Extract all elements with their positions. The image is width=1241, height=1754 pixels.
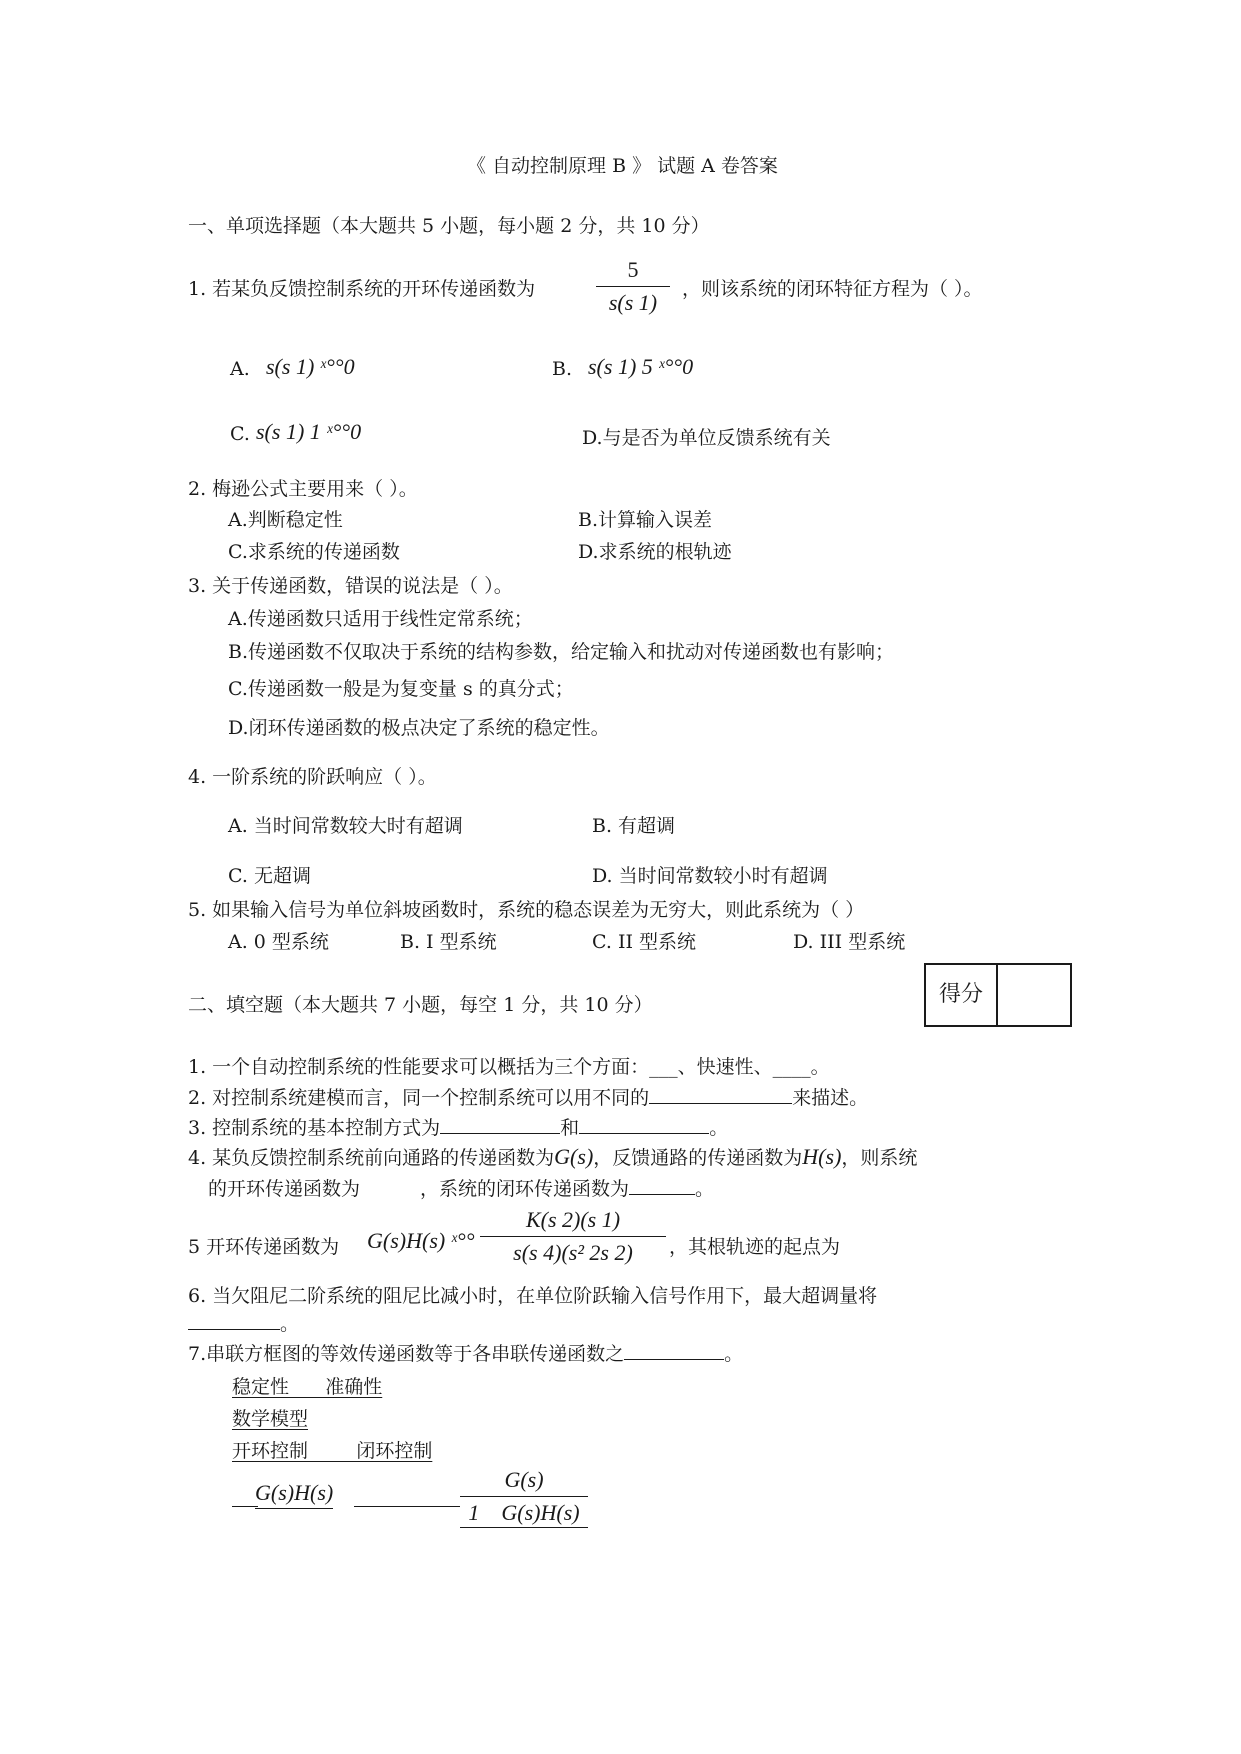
fill-q6-line2: [188, 1309, 299, 1336]
q1-option-b-math: s(s 1) 5 ˣ°°0: [588, 354, 694, 379]
q2-option-b: B.计算输入误差: [578, 509, 713, 531]
q1-option-c-math: s(s 1) 1 ˣ°°0: [256, 419, 362, 444]
fill-q4-line2-a: 的开环传递函数为: [208, 1178, 361, 1200]
answer-closed-loop-numerator: G(s): [504, 1467, 544, 1492]
q5-option-a: A. 0 型系统: [228, 931, 329, 953]
q5-stem: 5. 如果输入信号为单位斜坡函数时，系统的稳态误差为无穷大，则此系统为（ ）: [188, 899, 865, 921]
fill-q2-text-b: 来描述。: [792, 1087, 869, 1109]
fill-q1: 1. 一个自动控制系统的性能要求可以概括为三个方面：___、快速性、____。: [188, 1056, 830, 1078]
fill-q4-line1: [188, 1143, 917, 1170]
fill-q7-text-b: 。: [724, 1343, 744, 1365]
fill-q3-text-a: 3. 控制系统的基本控制方式为: [188, 1117, 441, 1139]
q3-option-c: C.传递函数一般是为复变量 s 的真分式；: [228, 678, 574, 700]
q5-option-d: D. III 型系统: [793, 931, 906, 953]
q1-option-d: D.与是否为单位反馈系统有关: [582, 427, 831, 449]
fill-q3: [188, 1113, 728, 1140]
answer-underline-mid: [354, 1506, 460, 1507]
page-title: 《 自动控制原理 B 》 试题 A 卷答案: [467, 155, 778, 177]
q4-option-b: B. 有超调: [592, 815, 676, 837]
q4-option-a: A. 当时间常数较大时有超调: [228, 815, 463, 837]
fill-q4-text-a: 4. 某负反馈控制系统前向通路的传递函数为: [188, 1147, 555, 1169]
fill-q5-numerator: K(s 2)(s 1): [525, 1207, 621, 1232]
section-heading-choice: 一、单项选择题（本大题共 5 小题，每小题 2 分，共 10 分）: [188, 215, 710, 237]
q1-prefix: 1. 若某负反馈控制系统的开环传递函数为: [188, 278, 536, 300]
fill-q4-text-b: ，反馈通路的传递函数为: [593, 1147, 803, 1169]
q1-fraction-numerator: 5: [627, 257, 639, 282]
q2-option-a: A.判断稳定性: [228, 509, 343, 531]
fill-q5-gh: G(s)H(s) ˣ°°: [367, 1228, 475, 1253]
q5-option-c: C. II 型系统: [592, 931, 696, 953]
q3-option-a: A.传递函数只适用于线性定常系统；: [228, 608, 533, 630]
fill-q6-blank: [188, 1311, 280, 1330]
fill-q2: [188, 1083, 868, 1110]
fill-q5-denominator: s(s 4)(s² 2s 2): [513, 1240, 633, 1265]
q1-option-a-math: s(s 1) ˣ°°0: [266, 354, 355, 379]
q3-option-b: B.传递函数不仅取决于系统的结构参数，给定输入和扰动对传递函数也有影响；: [228, 641, 895, 663]
fill-q4-g: G(s): [554, 1144, 594, 1169]
answer-closed-loop-denominator: 1 G(s)H(s): [460, 1499, 588, 1528]
fraction-bar: [460, 1496, 588, 1497]
fraction-bar: [480, 1236, 666, 1237]
fill-q5-text-b: ，其根轨迹的起点为: [669, 1236, 841, 1258]
q1-transfer-fraction: [596, 256, 670, 317]
fill-q2-blank: [649, 1085, 792, 1104]
fill-q4-line2: [208, 1174, 714, 1201]
score-label: 得分: [926, 965, 998, 1025]
fill-q4-blank: [629, 1176, 695, 1195]
answer-open-loop-tf: G(s)H(s): [255, 1480, 333, 1509]
answer-line-2: 数学模型: [232, 1408, 309, 1430]
fill-q5-text-a: 5 开环传递函数为: [188, 1236, 340, 1258]
fraction-bar: [596, 286, 670, 287]
q4-option-d: D. 当时间常数较小时有超调: [592, 865, 828, 887]
q5-option-b: B. I 型系统: [400, 931, 497, 953]
fill-q5-fraction: [480, 1206, 666, 1267]
q1-suffix: ，则该系统的闭环特征方程为（ ）。: [682, 278, 983, 300]
q2-stem: 2. 梅逊公式主要用来（ ）。: [188, 478, 418, 500]
q2-option-c: C.求系统的传递函数: [228, 541, 400, 563]
fill-q6-text-b: 。: [280, 1313, 300, 1335]
q1-option-b-label: B.: [552, 358, 573, 380]
fill-q3-blank-1: [440, 1115, 560, 1134]
fill-q3-blank-2: [579, 1115, 709, 1134]
fill-q7-text-a: 7.串联方框图的等效传递函数等于各串联传递函数之: [188, 1343, 625, 1365]
fill-q4-text-c: ，则系统: [841, 1147, 918, 1169]
q4-stem: 4. 一阶系统的阶跃响应（ ）。: [188, 766, 437, 788]
fill-q7: [188, 1339, 743, 1366]
q3-stem: 3. 关于传递函数，错误的说法是（ ）。: [188, 575, 513, 597]
fill-q7-blank: [624, 1341, 724, 1360]
q1-fraction-denominator: s(s 1): [608, 290, 658, 315]
q1-option-c-label: C.: [230, 423, 250, 445]
section-heading-fill: 二、填空题（本大题共 7 小题，每空 1 分，共 10 分）: [188, 994, 653, 1016]
q1-option-a-label: A.: [230, 358, 250, 380]
q3-option-d: D.闭环传递函数的极点决定了系统的稳定性。: [228, 717, 610, 739]
fill-q3-text-c: 。: [709, 1117, 729, 1139]
q4-option-c: C. 无超调: [228, 865, 311, 887]
fill-q4-line2-b: ，系统的闭环传递函数为: [420, 1178, 630, 1200]
fill-q2-text-a: 2. 对控制系统建模而言，同一个控制系统可以用不同的: [188, 1087, 650, 1109]
fill-q4-line2-c: 。: [695, 1178, 715, 1200]
fill-q4-h: H(s): [802, 1144, 842, 1169]
score-box: [924, 963, 1072, 1027]
fill-q6-text-a: 6. 当欠阻尼二阶系统的阻尼比减小时，在单位阶跃输入信号作用下，最大超调量将: [188, 1285, 878, 1307]
q2-option-d: D.求系统的根轨迹: [578, 541, 732, 563]
answer-closed-loop-fraction: [460, 1466, 588, 1528]
answer-line-1: 稳定性 准确性: [232, 1376, 383, 1398]
fill-q3-text-b: 和: [560, 1117, 580, 1139]
answer-line-3: 开环控制 闭环控制: [232, 1440, 433, 1462]
